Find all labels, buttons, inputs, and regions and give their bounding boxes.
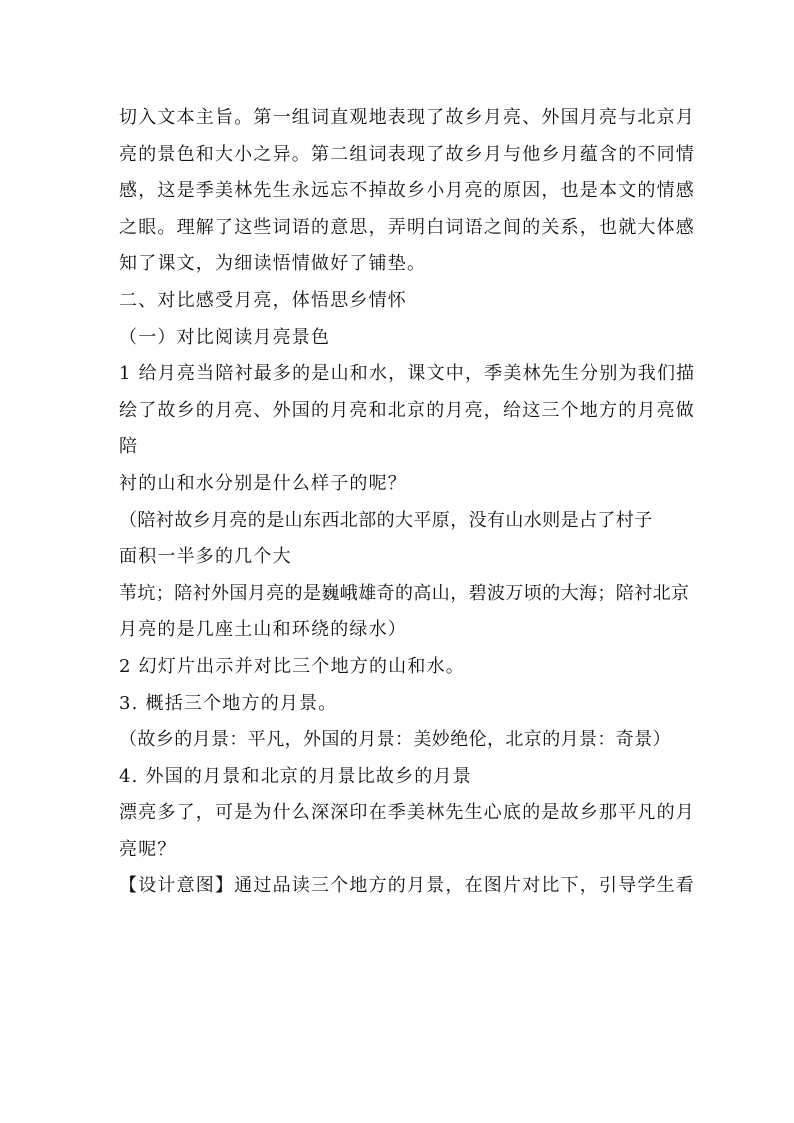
paragraph-line: 月亮的是几座土山和环绕的绿水） [119,619,407,641]
paragraph-line: 之眼。理解了这些词语的意思，弄明白词语之间的关系，也就大体感 [119,216,695,238]
paragraph-line: 4. 外国的月景和北京的月景比故乡的月景 [119,765,472,787]
paragraph-line: 亮呢？ [119,838,177,860]
paragraph-line: （陪衬故乡月亮的是山东西北部的大平原，没有山水则是占了村子 [119,509,653,531]
subsection-heading: （一）对比阅读月亮景色 [119,326,331,348]
paragraph-line: 绘了故乡的月亮、外国的月亮和北京的月亮，给这三个地方的月亮做 [119,399,695,421]
paragraph-line: 【设计意图】通过品读三个地方的月景，在图片对比下，引导学生看 [119,875,695,897]
paragraph-line: 衬的山和水分别是什么样子的呢？ [119,472,407,494]
paragraph-line: 2 幻灯片出示并对比三个地方的山和水。 [119,655,465,677]
paragraph-line: 陪 [119,436,139,458]
paragraph-line: 知了课文，为细读悟情做好了铺垫。 [119,253,427,275]
paragraph-line: 感，这是季美林先生永远忘不掉故乡小月亮的原因，也是本文的情感 [119,180,695,202]
paragraph-line: 3. 概括三个地方的月景。 [119,692,338,714]
section-heading: 二、对比感受月亮，体悟思乡情怀 [119,289,407,311]
paragraph-line: 1 给月亮当陪衬最多的是山和水，课文中，季美林先生分别为我们描 [119,363,696,385]
paragraph-line: 漂亮多了，可是为什么深深印在季美林先生心底的是故乡那平凡的月 [119,802,695,824]
paragraph-line: 面积一半多的几个大 [119,546,292,568]
paragraph-line: 切入文本主旨。第一组词直观地表现了故乡月亮、外国月亮与北京月 [119,107,695,128]
paragraph-line: （故乡的月景：平凡，外国的月景：美妙绝伦，北京的月景：奇景） [119,729,671,751]
paragraph-line: 亮的景色和大小之异。第二组词表现了故乡月与他乡月蕴含的不同情 [119,143,695,165]
paragraph-line: 苇坑；陪衬外国月亮的是巍峨雄奇的高山，碧波万顷的大海；陪衬北京 [119,582,690,604]
document-body [119,100,719,905]
